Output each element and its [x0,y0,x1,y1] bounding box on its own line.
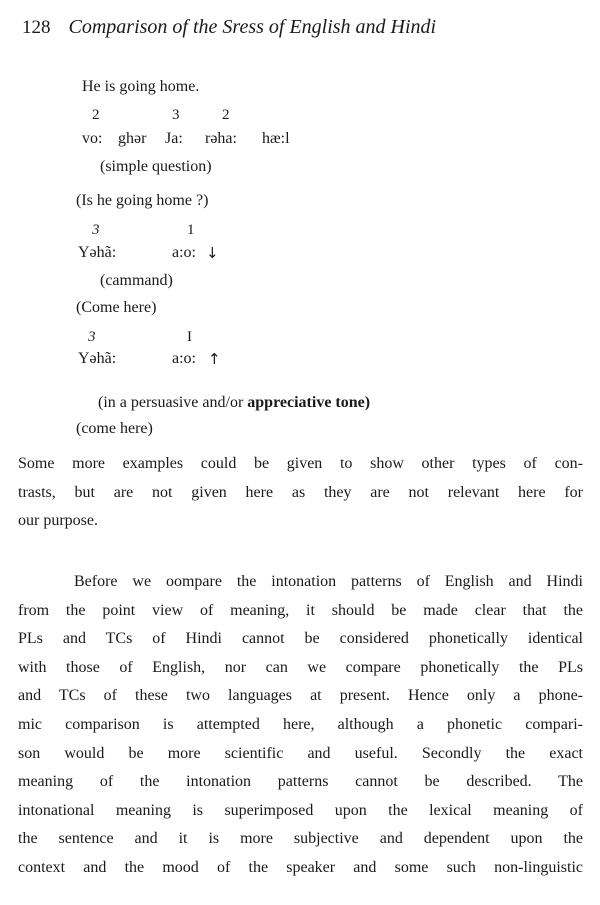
text-line: meaning of the intonation patterns cannot be described. The [18,773,583,791]
stress-number: 3 [92,222,100,238]
stress-number: 3 [172,107,180,123]
paragraph [18,450,583,536]
transcription-word: rəha: [205,130,237,147]
running-title: Comparison of the Sress of English and Hindi [68,16,437,38]
text-line: Some more examples could be given to show other types of con- [18,455,583,472]
type-label-emphasis: appreciative tone) [247,394,371,411]
stress-number: 3 [88,329,96,345]
page-number: 128 [22,17,51,38]
stress-number: 2 [92,107,100,123]
english-gloss: (Is he going home ?) [76,192,209,209]
rising-arrow-icon: ↑ [208,350,221,368]
example-type-label: (simple question) [100,158,212,175]
example-sentence-english: He is going home. [82,78,200,95]
paragraph [18,568,583,883]
page-header [22,16,580,39]
transcription-word: a:o: [172,350,196,367]
text-line: PLs and TCs of Hindi cannot be considered phonetically identical [18,630,583,648]
text-line: and TCs of these two languages at present. Hence only a phone- [18,687,583,705]
text-line: mic comparison is attempted here, although a phonetic compari- [18,715,583,733]
text-line: with those of English, nor can we compare phonetically the PLs [18,658,583,676]
type-label-text: (in a persuasive and/or [98,394,248,411]
english-gloss: (Come here) [76,299,157,316]
stress-number: I [187,329,192,345]
stress-number: 2 [222,107,230,123]
example-type-label: (cammand) [100,272,173,289]
stress-number: 1 [187,222,195,238]
text-line: context and the mood of the speaker and some such non-linguistic [18,858,583,876]
text-line: intonational meaning is superimposed upon the lexical meaning of [18,801,583,819]
text-line: trasts, but are not given here as they are not relevant here for [18,483,583,501]
example-type-label [98,394,370,412]
transcription-word: Yəhã: [78,350,117,367]
transcription-word: vo: [82,130,103,147]
text-line: from the point view of meaning, it should be made clear that the [18,601,583,619]
transcription-word: ghər [118,130,147,147]
transcription-word: a:o: [172,244,196,261]
text-line: son would be more scientific and useful. Secondly the exact [18,744,583,762]
transcription-word: hæ:l [262,130,290,147]
transcription-word: Yəhã: [78,244,117,261]
text-line: our purpose. [18,512,98,530]
text-line: the sentence and it is more subjective and dependent upon the [18,830,583,848]
transcription-word: Ja: [165,130,183,147]
text-line: Before we oompare the intonation patterns of English and Hindi [74,573,583,590]
english-gloss: (come here) [76,420,153,437]
falling-arrow-icon: ↓ [206,244,219,262]
